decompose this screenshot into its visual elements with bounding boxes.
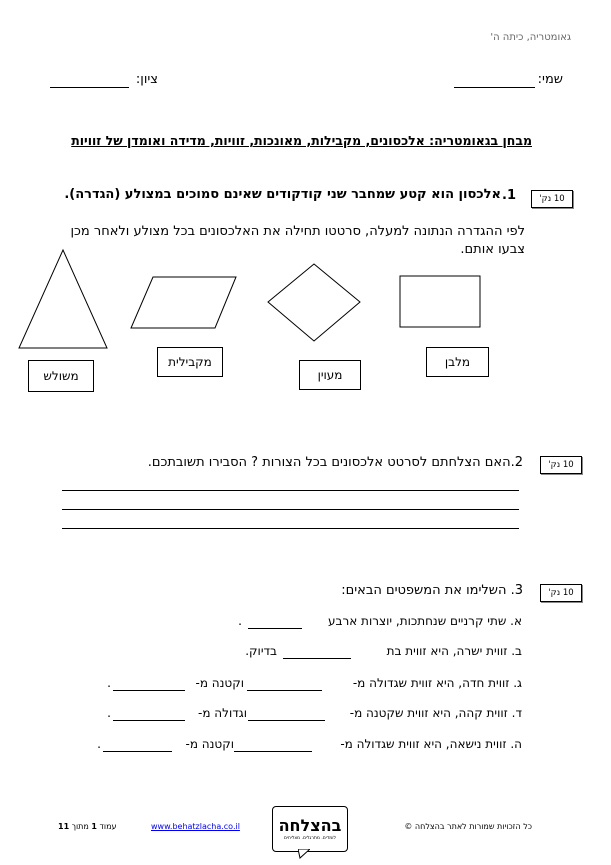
triangle-label [28,360,94,392]
page-number: 1 [91,822,97,831]
q1-points: 10 נק' [539,194,565,204]
q3b-end: בדיוק. [245,644,277,658]
q3-points-box [540,584,582,602]
q3e-blank-2[interactable] [103,751,172,752]
q2-points-box [540,456,582,474]
q1-instruction-line1: לפי ההגדרה הנתונה למעלה, סרטטו תחילה את האלכסונים בכל מצולע ולאחר מכן [70,224,525,239]
parallelogram-label-text: מקבילית [168,355,212,369]
page-indicator [58,822,117,831]
triangle-shape[interactable] [19,250,107,348]
rhombus-label [299,360,361,390]
triangle-label-text: משולש [43,369,79,383]
logo-text: בהצלחה [278,815,342,835]
page-title: מבחן בגאומטריה: אלכסונים, מקבילות, מאונכות, זוויות, מדידה ואומדן של זוויות [71,133,532,148]
page-total: 11 [58,822,70,831]
q1-number: 1. [502,188,516,203]
q3a-blank[interactable] [248,628,302,629]
q3b-blank[interactable] [283,658,351,659]
shapes-drawing [0,240,611,360]
rhombus-shape[interactable] [268,264,360,341]
q3c-blank-1[interactable] [247,690,322,691]
grade-label: ציון: [135,72,158,87]
q3e-blank-1[interactable] [234,751,312,752]
subject-label: גאומטריה, כיתה ה' [490,32,571,43]
q3b-text: ב. זווית ישרה, היא זווית בת [386,644,522,658]
rectangle-label-text: מלבן [444,355,471,369]
logo-subtitle: לומדים. מתרגלים. מצליחים [283,835,337,841]
parallelogram-label [157,347,223,377]
q3d-text: ד. זווית קהה, היא זווית שקטנה מ- [349,706,522,720]
q3d-blank-1[interactable] [248,720,325,721]
q3c-text: ג. זווית חדה, היא זווית שגדולה מ- [352,676,522,690]
q1-points-box [531,190,573,208]
q3-text: 3. השלימו את המשפטים הבאים: [341,583,523,598]
logo-pointer-icon [298,849,310,859]
name-label: שמי: [537,72,563,87]
site-logo [272,806,348,852]
q1-definition: אלכסון הוא קטע שמחבר שני קודקודים שאינם סמוכים במצולע (הגדרה). [64,187,501,202]
parallelogram-shape[interactable] [131,277,236,328]
rectangle-label [426,347,489,377]
q3e-end: . [97,737,101,751]
answer-line-2[interactable] [62,509,519,510]
name-field[interactable] [454,87,535,88]
website-link[interactable]: www.behatzlacha.co.il [151,822,240,831]
q3d-blank-2[interactable] [113,720,185,721]
rectangle-shape[interactable] [400,276,480,327]
answer-line-3[interactable] [62,528,519,529]
q2-text: 2.האם הצלחתם לסרטט אלכסונים בכל הצורות ? הסבירו תשובתכם. [147,455,523,470]
grade-field[interactable] [50,87,129,88]
q3c-end: . [107,676,111,690]
q3c-mid: וקטנה מ- [195,676,244,690]
q3d-mid: וגדולה מ- [198,706,247,720]
answer-line-1[interactable] [62,490,519,491]
q2-points: 10 נק' [548,460,574,470]
q3c-blank-2[interactable] [113,690,185,691]
q3a-text: א. שתי קרניים שנחתכות, יוצרות ארבע [328,614,522,628]
q3-points: 10 נק' [548,588,574,598]
rhombus-label-text: מעוין [317,368,343,382]
page-prefix: עמוד [99,822,117,831]
q3e-mid: וקטנה מ- [185,737,234,751]
q3a-end: . [238,614,242,628]
q3e-text: ה. זווית נישאה, היא זווית שגדולה מ- [340,737,522,751]
copyright-text: כל הזכויות שמורות לאתר בהצלחה © [404,822,532,831]
q3d-end: . [107,706,111,720]
page-middle: מתוך [71,822,89,831]
q1-instruction-line2: צבעו אותם. [460,242,525,257]
